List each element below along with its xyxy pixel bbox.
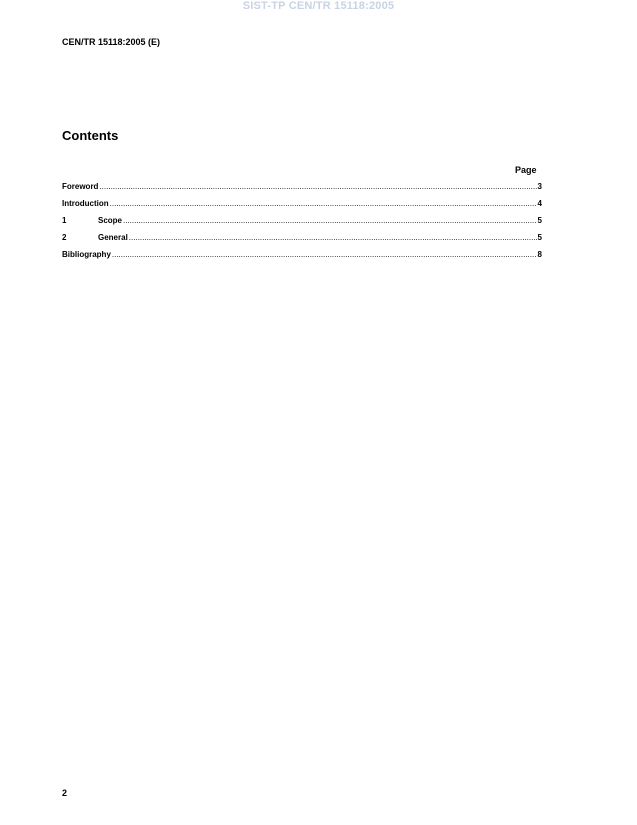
toc-entry-title: Bibliography <box>62 250 111 259</box>
toc-entry-title: General <box>98 233 128 242</box>
toc-entry-number: 2 <box>62 233 67 242</box>
toc-leader-dots <box>129 233 537 242</box>
watermark: SIST-TP CEN/TR 15118:2005 <box>242 0 395 12</box>
toc-entry-page: 8 <box>537 250 542 259</box>
toc-leader-dots <box>99 182 536 191</box>
toc-leader-dots <box>112 250 537 259</box>
toc-entry-title: Introduction <box>62 199 109 208</box>
toc-entry-page: 5 <box>537 216 542 225</box>
toc-leader-dots <box>110 199 537 208</box>
toc-entry-page: 5 <box>537 233 542 242</box>
toc-leader-dots <box>123 216 537 225</box>
toc-entry-bibliography[interactable] <box>62 250 542 267</box>
toc-entry-title: Foreword <box>62 182 99 191</box>
toc-entry-scope[interactable] <box>62 216 542 233</box>
page-number: 2 <box>62 788 68 798</box>
table-of-contents <box>62 182 542 267</box>
toc-entry-introduction[interactable] <box>62 199 542 216</box>
toc-entry-foreword[interactable] <box>62 182 542 199</box>
toc-entry-general[interactable] <box>62 233 542 250</box>
toc-entry-title: Scope <box>98 216 123 225</box>
document-identifier: CEN/TR 15118:2005 (E) <box>62 37 161 47</box>
page-column-label: Page <box>515 165 537 175</box>
toc-entry-number: 1 <box>62 216 67 225</box>
contents-heading: Contents <box>62 128 119 143</box>
toc-entry-page: 3 <box>537 182 542 191</box>
toc-entry-page: 4 <box>537 199 542 208</box>
